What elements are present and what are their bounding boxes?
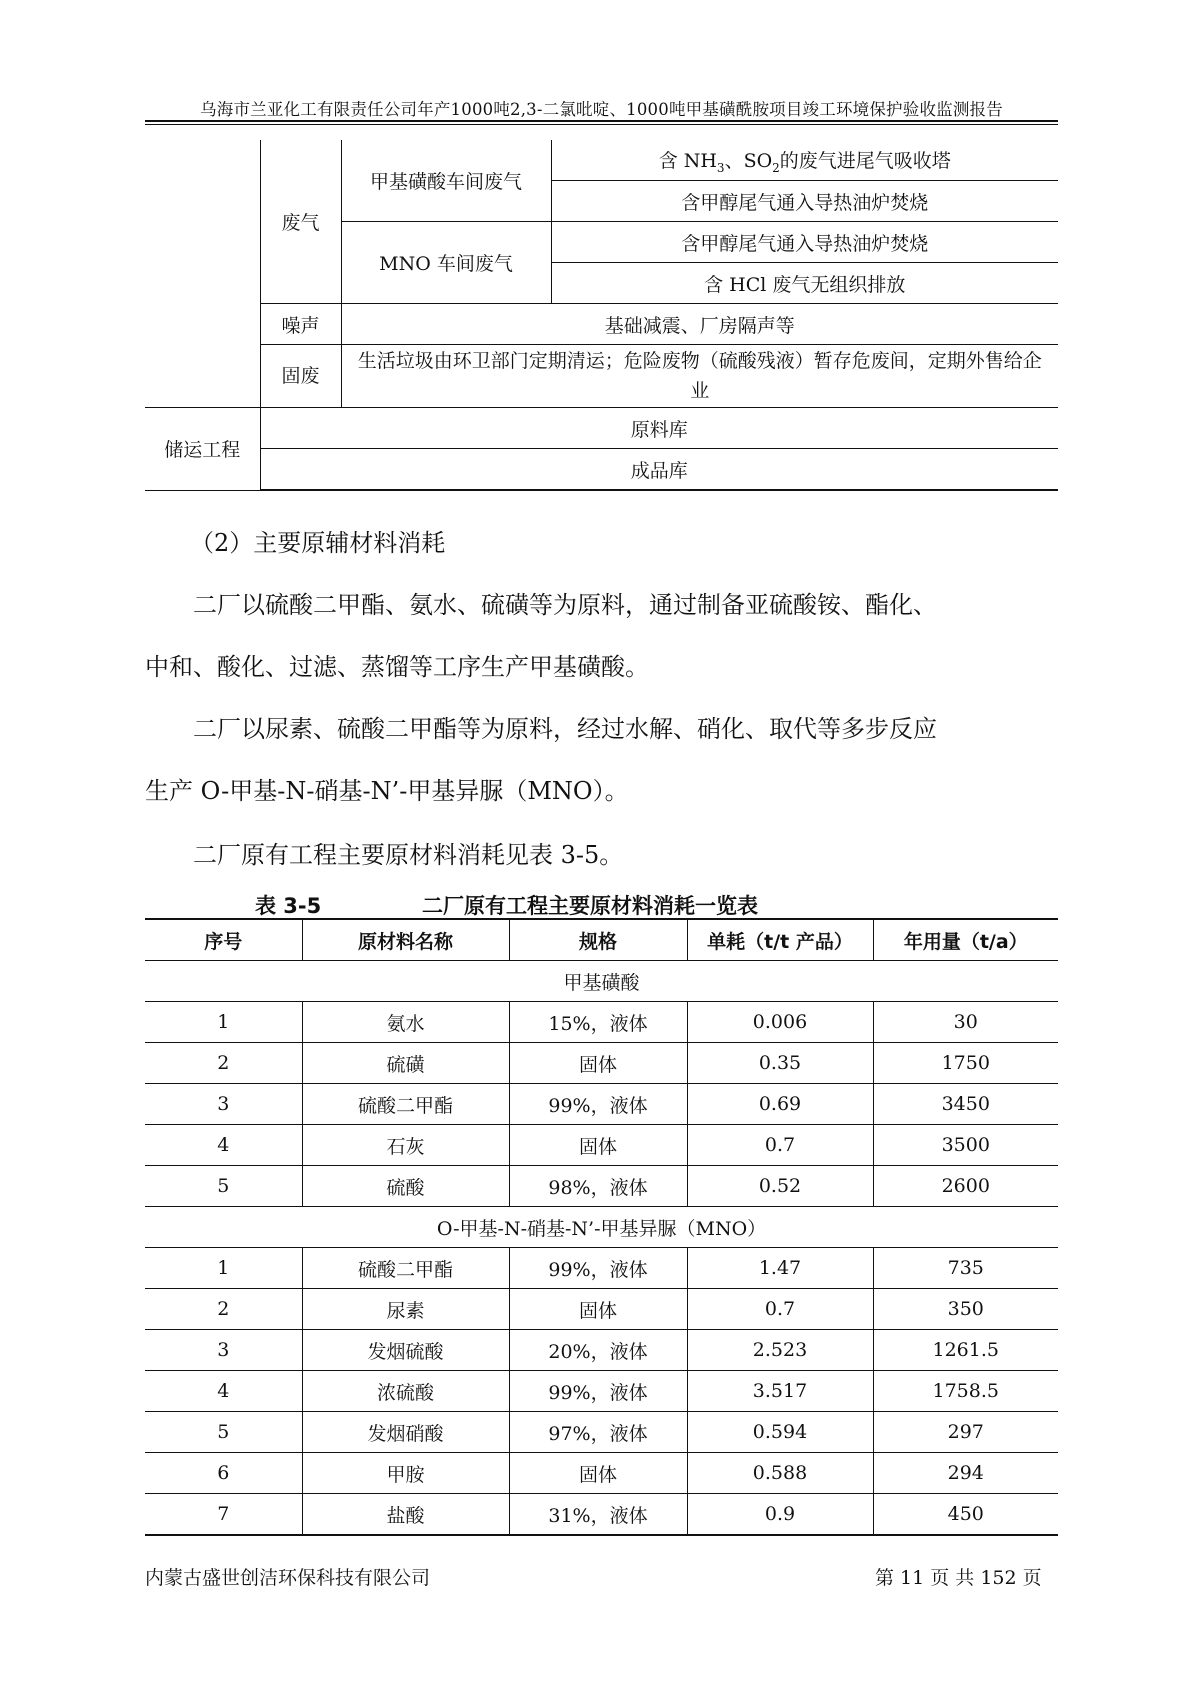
- header-spec: 规格: [509, 919, 687, 961]
- table-cell: 0.9: [687, 1494, 873, 1536]
- paragraph-3: 二厂原有工程主要原材料消耗见表 3-5。: [193, 841, 624, 869]
- solid-label: 固废: [260, 345, 341, 408]
- table-cell: 硫酸: [302, 1166, 509, 1207]
- table-cell: 硫磺: [302, 1043, 509, 1084]
- table-row: [145, 1371, 1058, 1412]
- waste-gas-label: 废气: [260, 140, 341, 304]
- table-row: [145, 1084, 1058, 1125]
- table-cell: 294: [873, 1453, 1058, 1494]
- table-cell: 15%，液体: [509, 1002, 687, 1043]
- table-row: [145, 1330, 1058, 1371]
- group-title-mno: O-甲基-N-硝基-N’-甲基异脲（MNO）: [145, 1207, 1058, 1248]
- mno-measure-1: 含甲醇尾气通入导热油炉焚烧: [551, 222, 1058, 263]
- ms-measure-2: 含甲醇尾气通入导热油炉焚烧: [551, 181, 1058, 222]
- paragraph-1-line-1: 二厂以硫酸二甲酯、氨水、硫磺等为原料，通过制备亚硫酸铵、酯化、: [193, 591, 937, 619]
- table-cell: 2: [145, 1289, 302, 1330]
- page-header: 乌海市兰亚化工有限责任公司年产1000吨2,3-二氯吡啶、1000吨甲基磺酰胺项目竣工环境保护验收监测报告: [200, 100, 1003, 119]
- table-row: [145, 1289, 1058, 1330]
- table-cell: 6: [145, 1453, 302, 1494]
- table-cell: 31%，液体: [509, 1494, 687, 1536]
- table-cell: 1261.5: [873, 1330, 1058, 1371]
- table-cell: 氨水: [302, 1002, 509, 1043]
- paragraph-1-line-2: 中和、酸化、过滤、蒸馏等工序生产甲基磺酸。: [145, 653, 649, 681]
- table-cell: 0.7: [687, 1289, 873, 1330]
- table-cell: 0.35: [687, 1043, 873, 1084]
- table-cell: 1758.5: [873, 1371, 1058, 1412]
- ms-workshop-label: 甲基磺酸车间废气: [341, 140, 551, 222]
- ms-measure-1: 含 $NH_3$、$SO_2$的废气进尾气吸收塔: [551, 140, 1058, 181]
- table-cell: 99%，液体: [509, 1084, 687, 1125]
- footer-company: 内蒙古盛世创洁环保科技有限公司: [145, 1567, 431, 1589]
- table-cell: 4: [145, 1371, 302, 1412]
- mno-workshop-label: MNO 车间废气: [341, 222, 551, 304]
- table-row: [145, 1166, 1058, 1207]
- table-cell: 0.52: [687, 1166, 873, 1207]
- table-cell: 350: [873, 1289, 1058, 1330]
- table-row: [145, 1412, 1058, 1453]
- table-cell: 2.523: [687, 1330, 873, 1371]
- table-cell: 盐酸: [302, 1494, 509, 1536]
- table-cell: 297: [873, 1412, 1058, 1453]
- header-unit-consumption: 单耗（t/t 产品）: [687, 919, 873, 961]
- table-cell: 7: [145, 1494, 302, 1536]
- header-rule-thin: [145, 124, 1058, 125]
- table-cell: 0.588: [687, 1453, 873, 1494]
- table-row: [145, 1043, 1058, 1084]
- table-cell: 固体: [509, 1289, 687, 1330]
- table-row: [145, 1453, 1058, 1494]
- table-cell: 固体: [509, 1125, 687, 1166]
- table-cell: 2: [145, 1043, 302, 1084]
- storage-raw: 原料库: [260, 408, 1058, 449]
- table-cell: 3.517: [687, 1371, 873, 1412]
- table-row: [145, 1002, 1058, 1043]
- table-cell: 发烟硝酸: [302, 1412, 509, 1453]
- table-cell: 硫酸二甲酯: [302, 1248, 509, 1289]
- table-number: 表 3-5: [255, 894, 322, 918]
- table-cell: 硫酸二甲酯: [302, 1084, 509, 1125]
- footer-page-info: 第 11 页 共 152 页: [875, 1567, 1042, 1589]
- table-cell: 石灰: [302, 1125, 509, 1166]
- header-rule: [145, 120, 1058, 122]
- table-cell: 甲胺: [302, 1453, 509, 1494]
- table-cell: 1.47: [687, 1248, 873, 1289]
- table-cell: 99%，液体: [509, 1248, 687, 1289]
- table-header-row: [145, 919, 1058, 961]
- table-cell: 99%，液体: [509, 1371, 687, 1412]
- noise-label: 噪声: [260, 304, 341, 345]
- section-heading: （2）主要原辅材料消耗: [190, 529, 446, 557]
- table-row: [145, 1494, 1058, 1536]
- table-cell: 97%，液体: [509, 1412, 687, 1453]
- table-cell: 5: [145, 1166, 302, 1207]
- header-annual-usage: 年用量（t/a）: [873, 919, 1058, 961]
- table-row: [145, 1125, 1058, 1166]
- table-cell: 发烟硫酸: [302, 1330, 509, 1371]
- table-cell: 3: [145, 1330, 302, 1371]
- paragraph-2-line-2: 生产 O-甲基-N-硝基-N’-甲基异脲（MNO）。: [145, 777, 629, 805]
- continued-measures-table: [145, 140, 1058, 491]
- group-title-ms: 甲基磺酸: [145, 961, 1058, 1002]
- table-cell: 1: [145, 1002, 302, 1043]
- table-cell: 1750: [873, 1043, 1058, 1084]
- table-title: 二厂原有工程主要原材料消耗一览表: [422, 894, 758, 918]
- table-cell: 浓硫酸: [302, 1371, 509, 1412]
- table-cell: 固体: [509, 1043, 687, 1084]
- table-cell: 0.594: [687, 1412, 873, 1453]
- solid-measure: 生活垃圾由环卫部门定期清运；危险废物（硫酸残液）暂存危废间，定期外售给企业: [341, 345, 1058, 408]
- table-cell: 450: [873, 1494, 1058, 1536]
- table-cell: 3450: [873, 1084, 1058, 1125]
- storage-label: 储运工程: [145, 408, 260, 491]
- table-cell: 1: [145, 1248, 302, 1289]
- table-cell: 98%，液体: [509, 1166, 687, 1207]
- table-cell: 固体: [509, 1453, 687, 1494]
- table-cell: 3: [145, 1084, 302, 1125]
- materials-table: [145, 918, 1058, 1536]
- table-cell: 0.006: [687, 1002, 873, 1043]
- header-material: 原材料名称: [302, 919, 509, 961]
- table-cell: 尿素: [302, 1289, 509, 1330]
- empty-category-cell: [145, 140, 260, 408]
- table-row: [145, 1248, 1058, 1289]
- noise-measure: 基础减震、厂房隔声等: [341, 304, 1058, 345]
- header-seq: 序号: [145, 919, 302, 961]
- storage-product: 成品库: [260, 449, 1058, 491]
- table-cell: 0.7: [687, 1125, 873, 1166]
- table-cell: 2600: [873, 1166, 1058, 1207]
- paragraph-2-line-1: 二厂以尿素、硫酸二甲酯等为原料，经过水解、硝化、取代等多步反应: [193, 715, 937, 743]
- table-cell: 30: [873, 1002, 1058, 1043]
- table-cell: 0.69: [687, 1084, 873, 1125]
- table-cell: 20%，液体: [509, 1330, 687, 1371]
- table-cell: 3500: [873, 1125, 1058, 1166]
- mno-measure-2: 含 HCl 废气无组织排放: [551, 263, 1058, 304]
- table-cell: 735: [873, 1248, 1058, 1289]
- table-cell: 5: [145, 1412, 302, 1453]
- table-cell: 4: [145, 1125, 302, 1166]
